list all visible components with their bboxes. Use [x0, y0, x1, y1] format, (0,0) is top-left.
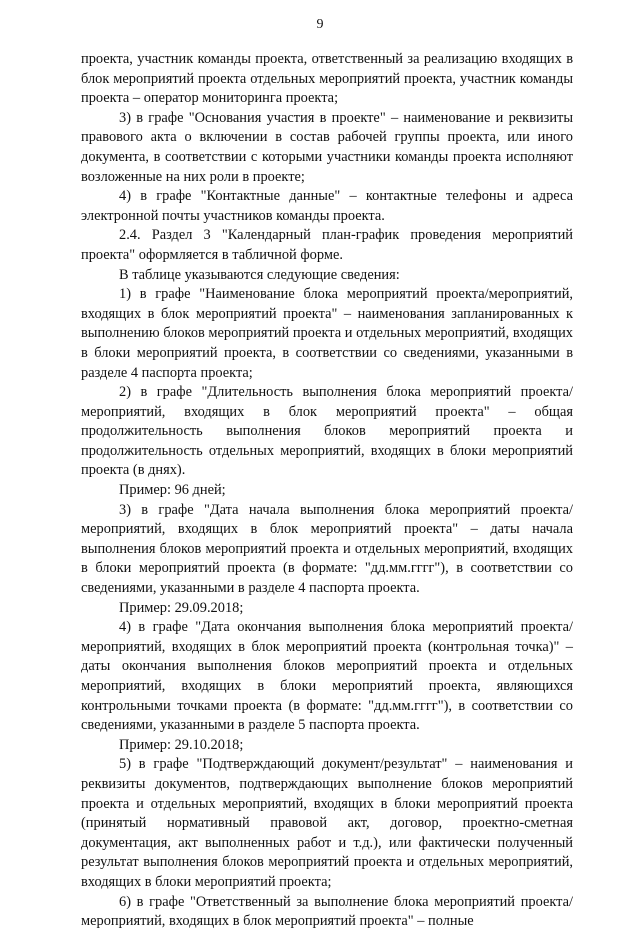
paragraph: 2) в графе "Длительность выполнения блока мероприятий проекта/ мероприятий, входящих в блок мероприятий проекта" – общая продолжительность выполнения блоков мероприятий проекта и продолжительность отдельных мероприятий, входящих в блоки мероприятий проекта (в днях). — [81, 384, 573, 479]
paragraph: 4) в графе "Контактные данные" – контактные телефоны и адреса электронной почты участников команды проекта. — [81, 188, 573, 224]
paragraph: 3) в графе "Основания участия в проекте" – наименование и реквизиты правового акта о включении в состав рабочей группы проекта, или иного документа, в соответствии с которыми участники команды проекта исполняют возложенные на них роли в проекте; — [81, 109, 573, 185]
paragraph: 2.4. Раздел 3 "Календарный план-график проведения мероприятий проекта" оформляется в табличной форме. — [81, 227, 573, 263]
page-number: 9 — [316, 17, 324, 32]
paragraph: 6) в графе "Ответственный за выполнение блока мероприятий проекта/мероприятий, входящих в блок мероприятий проекта" – полные — [81, 893, 573, 930]
example-line: Пример: 29.10.2018; — [119, 736, 244, 753]
paragraph: В таблице указываются следующие сведения: — [119, 266, 400, 283]
paragraph: 3) в графе "Дата начала выполнения блока мероприятий проекта/ мероприятий, входящих в блок мероприятий проекта" – даты начала выполнения блоков мероприятий проекта и отдельных мероприятий, входящих в блоки мероприятий проекта (в формате: "дд.мм.гггг"), в соответствии со сведениями, указанными в разделе 4 паспорта проекта. — [81, 501, 573, 597]
paragraph: 5) в графе "Подтверждающий документ/результат" – наименования и реквизиты документов, подтверждающих выполнение блоков мероприятий проекта и отдельных мероприятий, входящих в блоки мероприятий проекта (принятый нормативный правовой акт, договор, проектно-сметная документация, акт выполненных работ и т.д.), или фактически полученный результат выполнения блоков мероприятий проекта и отдельных мероприятий, входящих в блоки мероприятий проекта; — [81, 756, 573, 890]
page-body — [81, 50, 573, 932]
example-line: Пример: 29.09.2018; — [119, 599, 244, 616]
example-line: Пример: 96 дней; — [119, 482, 226, 499]
paragraph: 4) в графе "Дата окончания выполнения блока мероприятий проекта/ мероприятий, входящих в блок мероприятий проекта (контрольная точка)" – даты окончания выполнения блоков мероприятий проекта и отдельных мероприятий, входящих в блоки мероприятий проекта, являющихся контрольными точками проекта (в формате: "дд.мм.гггг"), в соответствии со сведениями, указанными в разделе 5 паспорта проекта. — [81, 619, 573, 734]
paragraph: проекта, участник команды проекта, ответственный за реализацию входящих в блок мероприятий проекта отдельных мероприятий проекта, участник команды проекта – оператор мониторинга проекта; — [81, 51, 573, 107]
paragraph: 1) в графе "Наименование блока мероприятий проекта/мероприятий, входящих в блок мероприятий проекта" – наименования запланированных к выполнению блоков мероприятий проекта и отдельных мероприятий, входящих в блоки мероприятий проекта, в соответствии со сведениями, указанными в разделе 4 паспорта проекта; — [81, 286, 573, 381]
